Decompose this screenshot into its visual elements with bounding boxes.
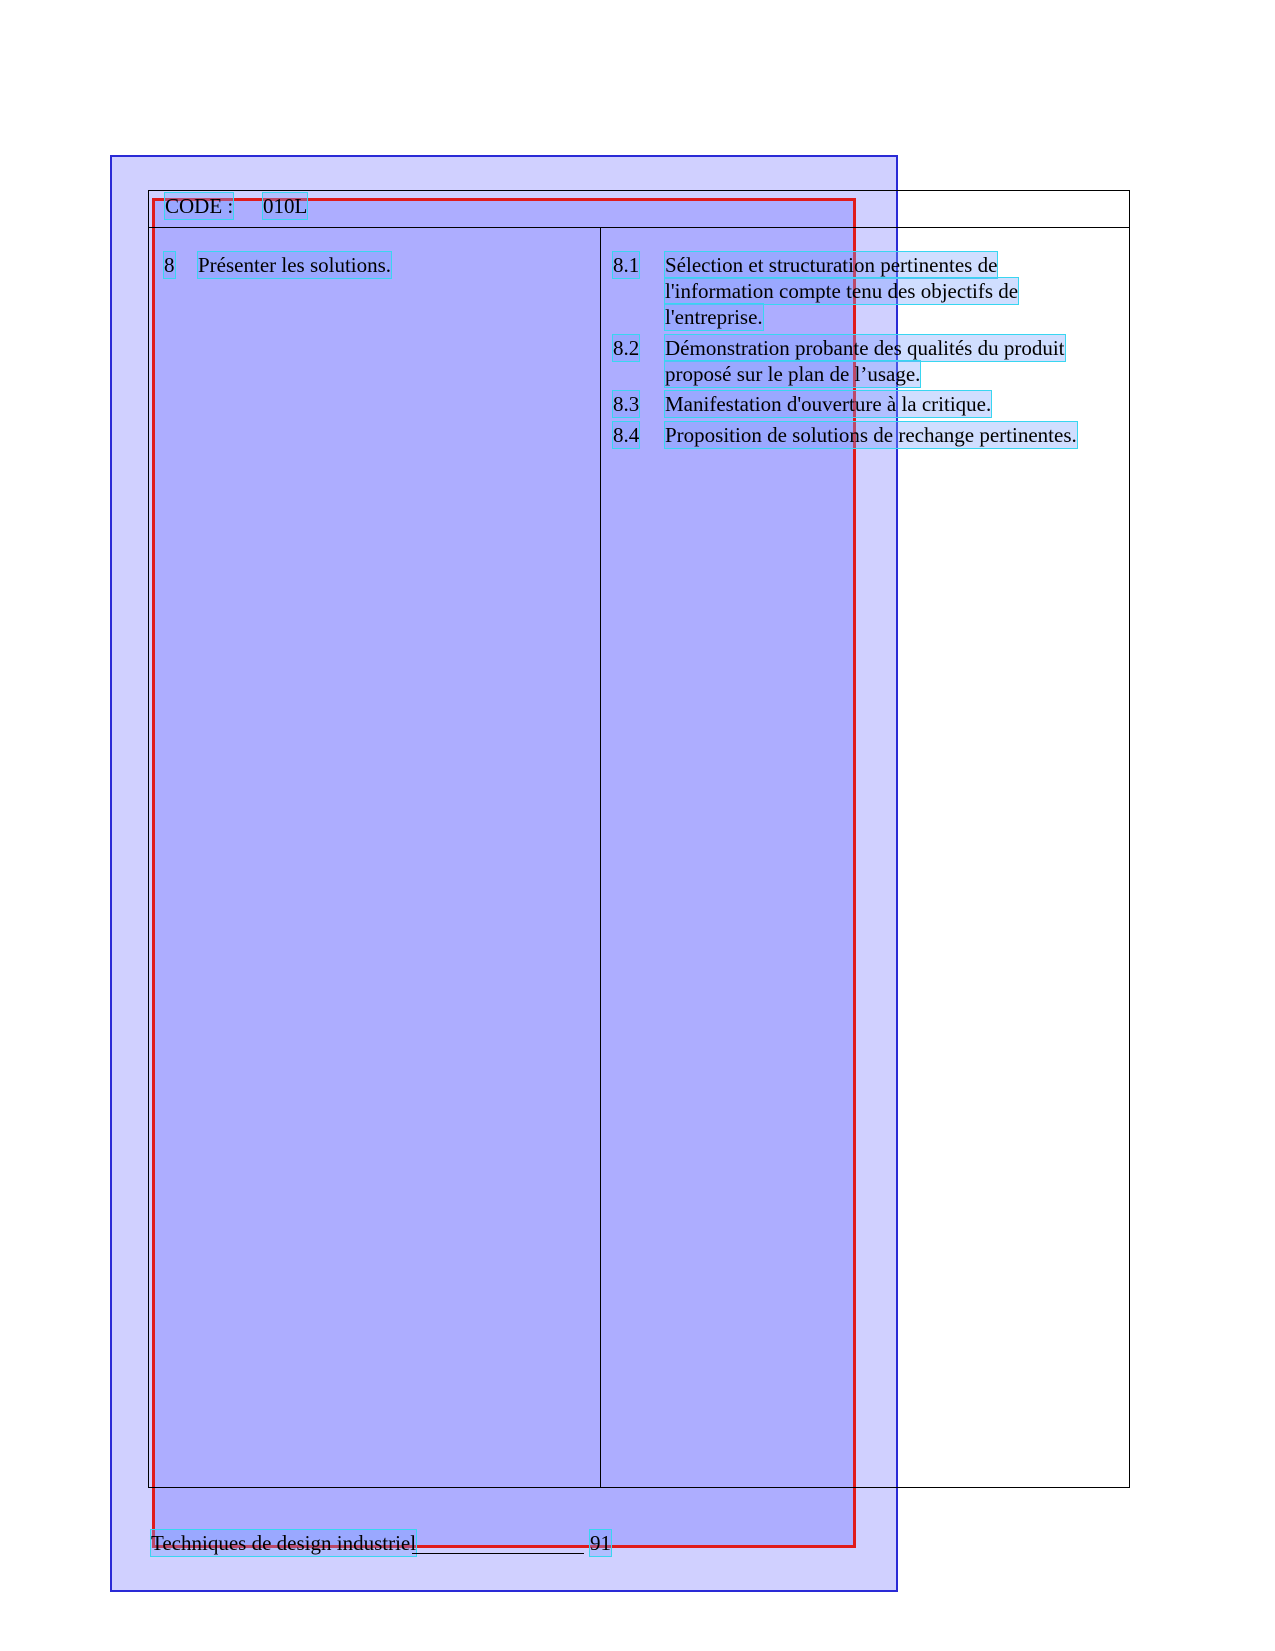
- criterion-line: Sélection et structuration pertinentes de: [665, 253, 998, 277]
- criterion-line: Proposition de solutions de rechange pertinentes.: [665, 423, 1077, 447]
- criterion-line: l'entreprise.: [665, 305, 763, 329]
- competency-table-frame: [148, 190, 1130, 1488]
- element-text: Présenter les solutions.: [198, 253, 392, 277]
- criterion-number: 8.4: [613, 423, 640, 447]
- criterion-line: proposé sur le plan de l’usage.: [665, 362, 921, 386]
- footer-rule: [412, 1553, 584, 1554]
- criterion-number: 8.2: [613, 336, 640, 360]
- code-label: CODE :: [165, 194, 234, 218]
- criterion-number: 8.3: [613, 392, 640, 416]
- footer-page-number: 91: [590, 1531, 611, 1555]
- criterion-line: Manifestation d'ouverture à la critique.: [665, 392, 992, 416]
- code-value: 010L: [263, 194, 308, 218]
- criterion-number: 8.1: [613, 253, 640, 277]
- element-number: 8: [164, 253, 175, 277]
- table-column-divider: [600, 227, 601, 1488]
- footer-program-title: Techniques de design industriel: [151, 1531, 417, 1555]
- table-header-divider: [148, 227, 1130, 228]
- criterion-line: l'information compte tenu des objectifs de: [665, 279, 1019, 303]
- criterion-line: Démonstration probante des qualités du produit: [665, 336, 1065, 360]
